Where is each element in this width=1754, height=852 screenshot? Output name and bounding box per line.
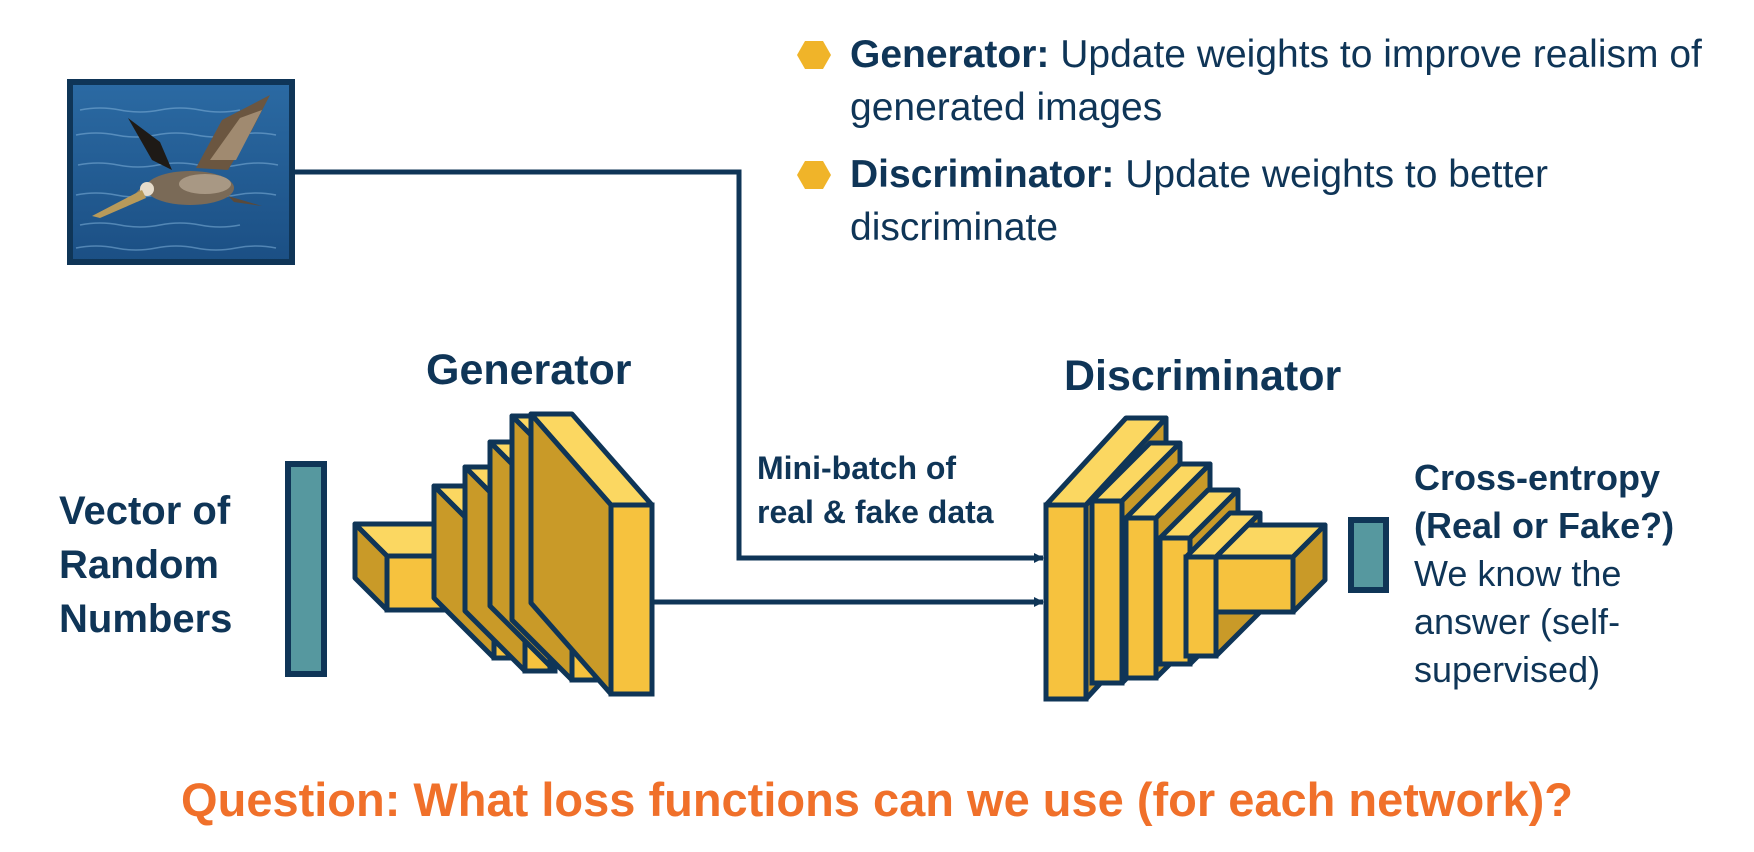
output-label-plain: supervised) — [1414, 649, 1601, 690]
generator-title: Generator — [426, 346, 632, 394]
bullet-title: Generator: — [850, 33, 1050, 76]
bullet-text: Update weights to improve realism of generated images — [850, 33, 1702, 129]
random-vector — [288, 464, 324, 674]
label-line: Random — [59, 543, 219, 587]
output-label-plain: answer (self- — [1414, 601, 1621, 642]
label-line: Vector of — [59, 489, 231, 533]
discriminator-output-block — [1216, 525, 1325, 612]
minibatch-label — [757, 446, 994, 534]
hexagon-bullet-icon — [797, 40, 831, 70]
output-label-bold: Cross-entropy — [1414, 457, 1661, 498]
discriminator-title: Discriminator — [1064, 352, 1342, 400]
label-line: Mini-batch of — [757, 450, 957, 486]
real-image — [70, 82, 292, 262]
output-vector — [1351, 520, 1386, 590]
label-line: Numbers — [59, 597, 233, 641]
hexagon-bullet-icon — [797, 160, 831, 190]
bullet-list — [797, 28, 1737, 268]
random-vector-label — [59, 484, 232, 646]
bullet-title: Discriminator: — [850, 153, 1115, 196]
output-label-bold: (Real or Fake?) — [1414, 505, 1675, 546]
bullet-item-generator — [797, 28, 1737, 134]
discriminator-network — [1046, 418, 1325, 699]
output-label — [1414, 454, 1674, 694]
bullet-text: Update weights to better discriminate — [850, 153, 1549, 249]
label-line: real & fake data — [757, 494, 994, 530]
generator-network — [355, 414, 652, 694]
question-text: Question: What loss functions can we use (for each network)? — [181, 773, 1573, 826]
bullet-item-discriminator — [797, 148, 1737, 254]
output-label-plain: We know the — [1414, 553, 1622, 594]
